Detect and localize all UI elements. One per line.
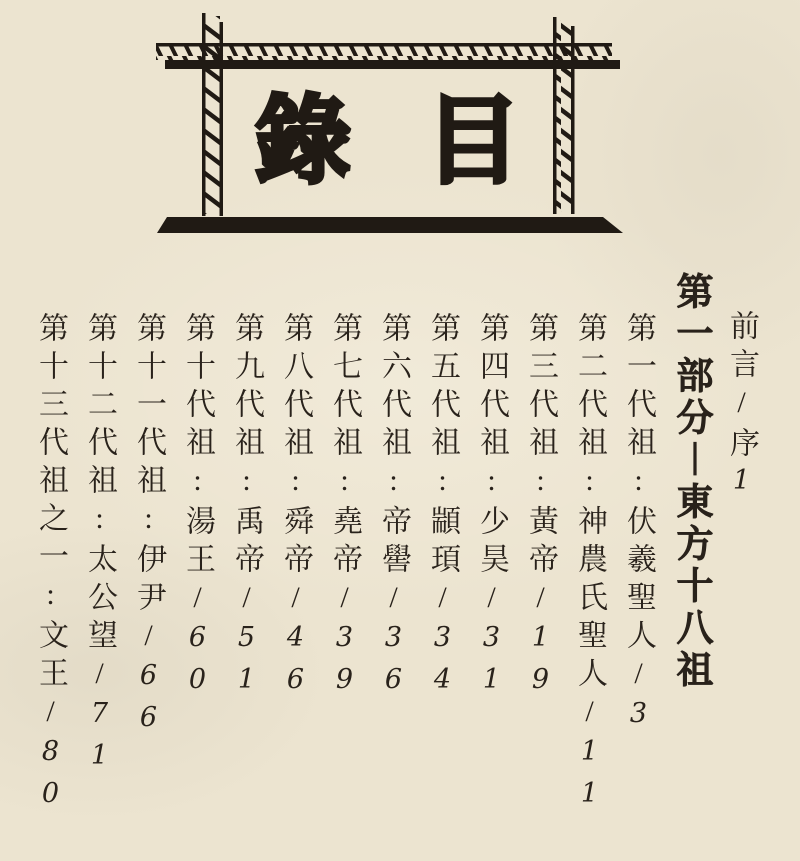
toc-entry-page: 3	[623, 698, 654, 740]
toc-entry-page: 46	[280, 622, 311, 706]
toc-entry-text: 第四代祖:少昊/	[475, 312, 508, 622]
toc-entry-text: 第八代祖:舜帝/	[279, 312, 312, 622]
toc-entry-text: 第十二代祖:太公望/	[83, 312, 116, 698]
toc-entry-text: 第十代祖:湯王/	[181, 312, 214, 622]
toc-entry-page: 60	[182, 622, 213, 706]
table-of-contents	[26, 268, 766, 861]
toc-entry-text: 第九代祖:禹帝/	[230, 312, 263, 622]
toc-entry	[614, 268, 663, 861]
toc-entry-page: 36	[378, 622, 409, 706]
toc-entry-page: 71	[84, 698, 115, 782]
toc-entry	[565, 268, 614, 861]
top-bar-rule	[156, 43, 612, 47]
toc-entry-page: 39	[329, 622, 360, 706]
toc-entry-page: 51	[231, 622, 262, 706]
toc-entry-page: 34	[427, 622, 458, 706]
toc-entry	[320, 268, 369, 861]
sign-char-mu: 目	[425, 85, 521, 197]
toc-entry-text: 第一代祖:伏羲聖人/	[622, 312, 655, 698]
sign-title	[223, 86, 553, 196]
toc-entry-page: 31	[476, 622, 507, 706]
toc-entry	[369, 268, 418, 861]
toc-entry-text: 第十三代祖之一:文王/	[34, 312, 67, 736]
toc-entry-text: 第十一代祖:伊尹/	[132, 312, 165, 660]
toc-entry	[26, 268, 75, 861]
top-bar-solid	[165, 60, 620, 69]
toc-preface	[717, 268, 766, 861]
toc-entry	[173, 268, 222, 861]
toc-entry-text: 第二代祖:神農氏聖人/	[573, 312, 606, 736]
toc-entry-text: 第六代祖:帝嚳/	[377, 312, 410, 622]
top-bar-hatch	[156, 46, 612, 60]
toc-entry	[418, 268, 467, 861]
toc-entry	[467, 268, 516, 861]
toc-entry-page: 80	[35, 736, 66, 820]
base-plinth	[157, 217, 623, 233]
toc-entry-page: 19	[525, 622, 556, 706]
toc-entry	[124, 268, 173, 861]
toc-entry	[516, 268, 565, 861]
toc-preface-page: 1	[726, 465, 757, 507]
toc-entry-page: 11	[574, 736, 605, 820]
toc-entry-text: 第三代祖:黃帝/	[524, 312, 557, 622]
toc-entry	[75, 268, 124, 861]
right-pole-hatch	[556, 20, 571, 212]
toc-preface-text: 前言/序	[725, 310, 758, 465]
toc-part-heading-text: 第一部分︱東方十八祖	[670, 272, 711, 692]
right-pole-right-line	[571, 26, 575, 214]
toc-entry-page: 66	[133, 660, 164, 744]
toc-entry-text: 第七代祖:堯帝/	[328, 312, 361, 622]
toc-entry-text: 第五代祖:顓頊/	[426, 312, 459, 622]
toc-entry	[222, 268, 271, 861]
toc-part-heading	[663, 268, 717, 861]
right-pole-left-line	[553, 17, 557, 214]
left-pole-hatch	[205, 16, 220, 214]
toc-entry	[271, 268, 320, 861]
left-pole-left-line	[202, 13, 206, 216]
sign-char-lu: 錄	[255, 85, 351, 197]
